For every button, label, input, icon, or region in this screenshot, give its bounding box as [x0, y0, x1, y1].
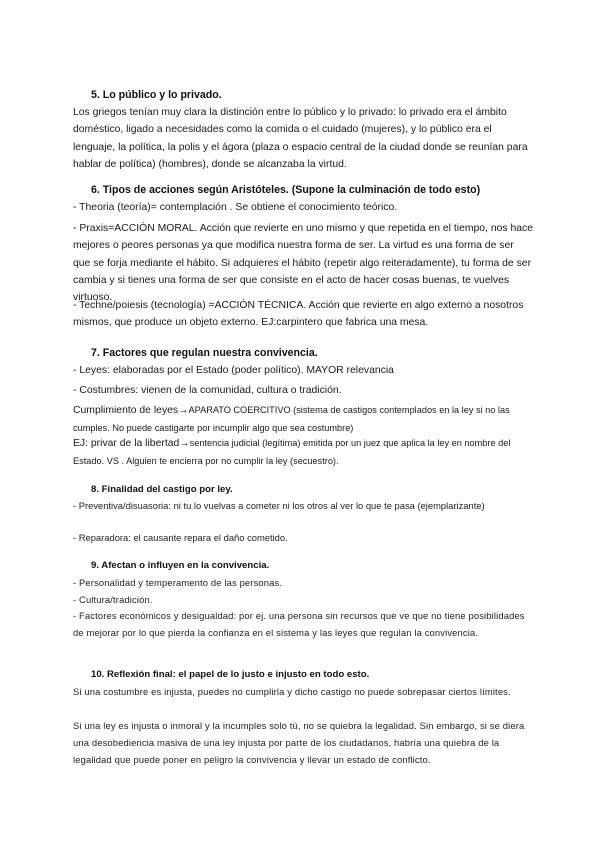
section-9-heading: 9. Afectan o influyen en la convivencia.	[91, 560, 270, 571]
section-7-ejemplo	[73, 435, 533, 470]
section-7-costumbres: - Costumbres: vienen de la comunidad, cultura o tradición.	[73, 385, 342, 396]
section-7-heading: 7. Factores que regulan nuestra convivencia.	[91, 347, 318, 359]
section-6-techne: - Techne/poiesis (tecnología) =ACCIÓN TÉCNICA. Acción que revierte en algo externo a nosotros mismos, que produce un objeto externo. EJ:carpintero que fabrica una mesa.	[73, 300, 524, 329]
cumplimiento-lead: Cumplimiento de leyes→	[73, 405, 189, 416]
section-9-factores: - Factores económicos y desigualdad: por ej. una persona sin recursos que ve que no tiene posibilidades de mejorar por lo que pierda la confianza en el sistema y las leyes que regulan la convivencia.	[73, 610, 525, 638]
ejemplo-text: sentencia judicial (legítima) emitida por un juez que aplica la ley en nombre del Estado. VS . Alguien te encierra por no cumplir la ley (secuestro).	[73, 438, 511, 466]
section-6-heading: 6. Tipos de acciones según Aristóteles. (Supone la culminación de todo esto)	[91, 184, 481, 196]
section-8-heading: 8. Finalidad del castigo por ley.	[91, 484, 233, 495]
section-9-cultura: - Cultura/tradición.	[73, 594, 153, 605]
section-9-personalidad: - Personalidad y temperamento de las personas.	[73, 577, 283, 588]
section-5-paragraph: Los griegos tenían muy clara la distinción entre lo público y lo privado: lo privado era el ámbito doméstico, ligado a necesidades como la comida o el cuidado (mujeres), y lo público era el lenguaje, la política, la polis y el ágora (plaza o espacio central de la ciudad donde se reunían para hablar de política) (hombres), donde se alcanzaba la virtud.	[73, 107, 528, 170]
section-7-cumplimiento	[73, 402, 533, 437]
section-8-preventiva: - Preventiva/disuasoria: ni tu lo vuelvas a cometer ni los otros al ver lo que te pasa (ejemplarizante)	[73, 500, 485, 511]
section-10-ley: Si una ley es injusta o inmoral y la incumples solo tú, no se quiebra la legalidad. Sin embargo, si se diera una desobediencia masiva de una ley injusta por parte de los ciudadanos, habría una quiebra de la legalidad que puede poner en peligro la convivencia y llevar un estado de conflicto.	[73, 720, 525, 765]
cumplimiento-text: APARATO COERCITIVO (sistema de castigos contemplados en la ley si no las cumples. No puede castigarte por incumplir algo que sea costumbre)	[73, 405, 510, 433]
section-5-heading: 5. Lo público y lo privado.	[91, 89, 222, 101]
section-10-heading: 10. Reflexión final: el papel de lo justo e injusto en todo esto.	[91, 669, 370, 680]
section-7-leyes: - Leyes: elaboradas por el Estado (poder político). MAYOR relevancia	[73, 365, 394, 376]
ejemplo-lead: EJ: privar de la libertad→	[73, 438, 190, 449]
section-6-theoria: - Theoria (teoría)= contemplación . Se obtiene el conocimiento teórico.	[73, 202, 398, 213]
section-8-reparadora: - Reparadora: el causante repara el daño cometido.	[73, 532, 288, 543]
section-10-costumbre: Si una costumbre es injusta, puedes no cumplirla y dicho castigo no puede sobrepasar ciertos límites.	[73, 686, 511, 697]
section-6-praxis: - Praxis=ACCIÓN MORAL. Acción que revierte en uno mismo y que repetida en el tiempo, nos hace mejores o peores personas ya que modifica nuestra forma de ser. La virtud es una forma de ser que se forja mediante el hábito. Si adquieres el hábito (repetir algo reiteradamente), tu forma de ser cambia y si tienes una forma de ser que consiste en el acto de hacer cosas buenas, te vuelves virtuoso.	[73, 223, 534, 304]
